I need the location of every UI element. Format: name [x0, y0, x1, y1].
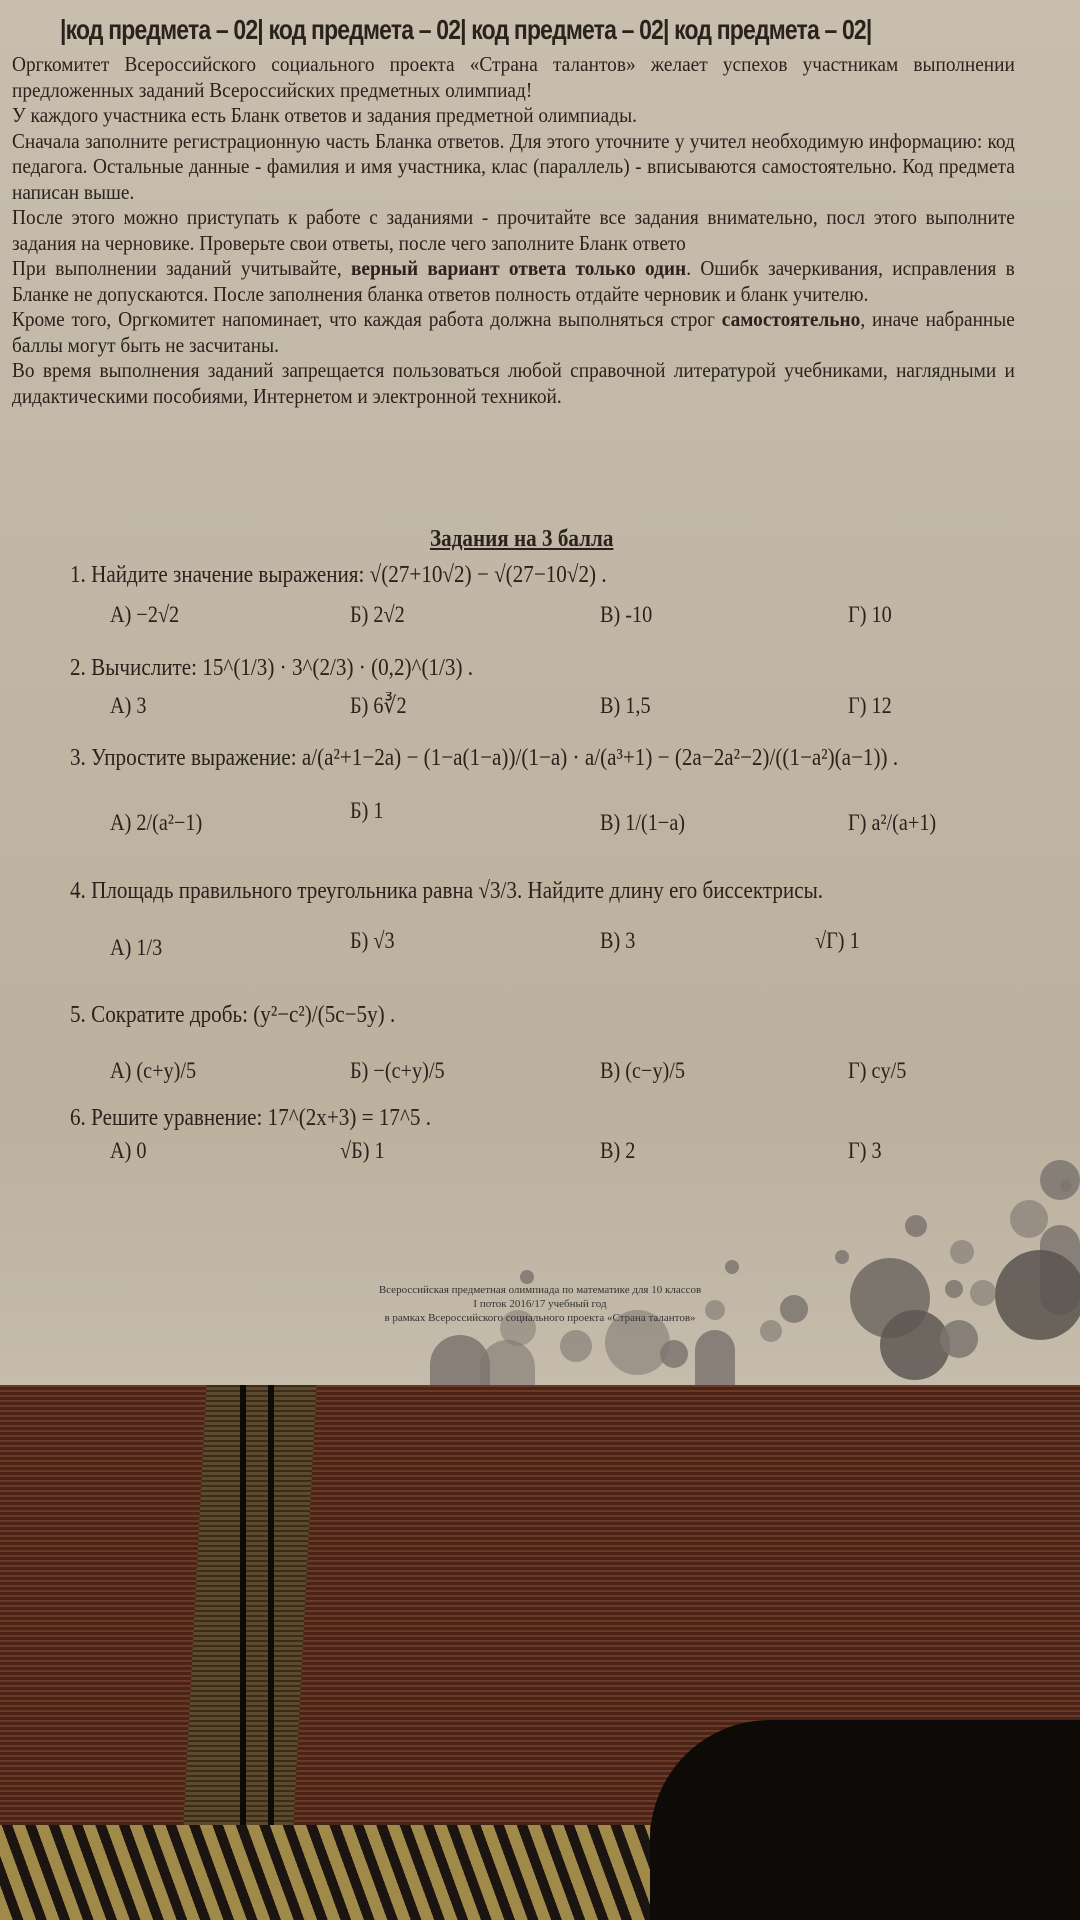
intro-paragraph [12, 256, 1015, 307]
text: При выполнении заданий учитывайте, [12, 256, 351, 280]
footer-line: I поток 2016/17 учебный год [473, 1298, 607, 1310]
task-6-option-c: В) 2 [600, 1138, 636, 1163]
task-3: 3. Упростите выражение: a/(a²+1−2a) − (1−a(1−a))/(1−a) · a/(a³+1) − (2a−2a²−2)/((1−a²)(a−1)) . [70, 745, 899, 771]
task-4: 4. Площадь правильного треугольника равна √3/3. Найдите длину его биссектрисы. [70, 878, 824, 904]
task-3-option-d: Г) a²/(a+1) [848, 810, 937, 835]
footer-line: в рамках Всероссийского социального проекта «Страна талантов» [384, 1312, 696, 1324]
task-5-option-b: Б) −(c+y)/5 [350, 1058, 445, 1083]
instructions [12, 52, 1015, 409]
task-2-option-b: Б) 6∛2 [350, 693, 407, 718]
fabric-fringe [0, 1825, 650, 1920]
intro-paragraph [12, 307, 1015, 358]
task-1-option-a: А) −2√2 [110, 602, 180, 627]
text: , иначе набранные баллы могут быть не засчитаны. [12, 307, 1015, 357]
task-5: 5. Сократите дробь: (y²−c²)/(5c−5y) . [70, 1002, 396, 1028]
task-4-option-c: В) 3 [600, 928, 636, 953]
task-3-option-b: Б) 1 [350, 798, 384, 823]
task-2-option-c: В) 1,5 [600, 693, 651, 718]
intro-paragraph: Сначала заполните регистрационную часть Бланка ответов. Для этого уточните у учител необходимую информацию: код педагога. Остальные данные - фамилия и имя участника, клас (параллель) - вписываются самостоятельно. Код предмета написан выше. [12, 128, 1015, 204]
task-1-option-b: Б) 2√2 [350, 602, 405, 627]
section-title: Задания на 3 балла [430, 526, 614, 552]
intro-paragraph: После этого можно приступать к работе с заданиями - прочитайте все задания внимательно, посл этого выполните задания на черновике. Проверьте свои ответы, после чего заполните Бланк ответо [12, 205, 1015, 255]
task-1: 1. Найдите значение выражения: √(27+10√2) − √(27−10√2) . [70, 562, 607, 588]
task-3-option-c: В) 1/(1−a) [600, 810, 686, 835]
task-4-option-d-checked: √Г) 1 [815, 928, 860, 953]
task-5-option-d: Г) cy/5 [848, 1058, 907, 1083]
text: Кроме того, Оргкомитет напоминает, что каждая работа должна выполняться строг [12, 307, 722, 331]
text: . Ошибк зачеркивания, исправления в Бланке не допускаются. После заполнения бланка ответов полность отдайте черновик и бланк учителю. [12, 256, 1015, 306]
emphasis: самостоятельно [721, 307, 861, 331]
task-6: 6. Решите уравнение: 17^(2x+3) = 17^5 . [70, 1105, 431, 1131]
task-2-option-d: Г) 12 [848, 693, 892, 718]
task-6-option-b-checked: √Б) 1 [340, 1138, 385, 1163]
shadow [650, 1720, 1080, 1920]
fabric-stripe [268, 1385, 274, 1825]
intro-paragraph: Во время выполнения заданий запрещается пользоваться любой справочной литературой учебниками, наглядными и дидактическими пособиями, Интернетом и электронной техникой. [12, 358, 1015, 408]
task-1-option-d: Г) 10 [848, 602, 892, 627]
task-2: 2. Вычислите: 15^(1/3) · 3^(2/3) · (0,2)^(1/3) . [70, 655, 474, 681]
footer [300, 1283, 780, 1325]
fabric-stripe [240, 1385, 246, 1825]
task-5-option-a: А) (c+y)/5 [110, 1058, 197, 1083]
task-2-option-a: А) 3 [110, 693, 147, 718]
task-6-option-d: Г) 3 [848, 1138, 882, 1163]
intro-paragraph: У каждого участника есть Бланк ответов и задания предметной олимпиады. [12, 103, 637, 127]
subject-code-header: |код предмета – 02| код предмета – 02| код предмета – 02| код предмета – 02| [60, 14, 872, 45]
intro-paragraph: Оргкомитет Всероссийского социального проекта «Страна талантов» желает успехов участникам выполнении предложенных заданий Всероссийских предметных олимпиад! [12, 52, 1015, 102]
task-3-option-a: А) 2/(a²−1) [110, 810, 203, 835]
task-1-option-c: В) -10 [600, 602, 653, 627]
fabric-stripe [183, 1385, 316, 1825]
emphasis: верный вариант ответа только один [350, 256, 687, 280]
task-4-option-b: Б) √3 [350, 928, 395, 953]
footer-line: Всероссийская предметная олимпиада по математике для 10 классов [378, 1284, 702, 1296]
task-6-option-a: А) 0 [110, 1138, 147, 1163]
task-4-option-a: А) 1/3 [110, 935, 163, 960]
task-5-option-c: В) (c−y)/5 [600, 1058, 686, 1083]
